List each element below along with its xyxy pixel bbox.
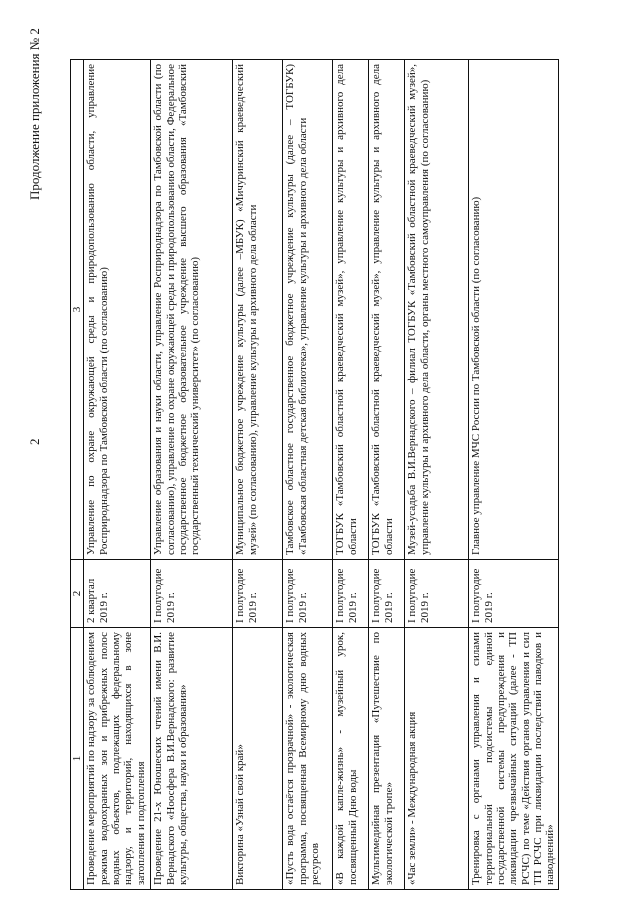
date-cell: I полугодие 2019 г. <box>233 560 283 628</box>
table-row <box>84 60 151 890</box>
date-cell: I полугодие 2019 г. <box>369 560 405 628</box>
table-row <box>233 60 283 890</box>
event-cell: «В каждой капле-жизнь» - музейный урок, посвященный Дню воды <box>333 628 369 890</box>
date-cell: 2 квартал 2019 г. <box>84 560 151 628</box>
column-number: 2 <box>71 560 84 628</box>
responsible-cell: Музей-усадьба В.И.Вернадского – филиал ТОГБУК «Тамбовский областной краеведческий музей», управление культуры и архивного дела области, органы местного самоуправления (по согласованию) <box>405 60 469 560</box>
responsible-cell: ТОГБУК «Тамбовский областной краеведческий музей», управление культуры и архивного дела области <box>369 60 405 560</box>
date-cell: I полугодие 2019 г. <box>469 560 558 628</box>
page-number: 2 <box>27 438 42 445</box>
date-cell: I полугодие 2019 г. <box>283 560 333 628</box>
event-cell: «Час земли» - Международная акция <box>405 628 469 890</box>
column-number: 1 <box>71 628 84 890</box>
table-row <box>405 60 469 890</box>
continuation-title: Продолжение приложения № 2 <box>27 28 42 200</box>
responsible-cell: Муниципальное бюджетное учреждение культуры (далее –МБУК) «Мичуринский краеведческий музей» (по согласованию), управление культуры и архивного дела области <box>233 60 283 560</box>
date-cell: I полугодие 2019 г. <box>151 560 233 628</box>
rotated-table-container <box>70 60 585 890</box>
event-cell: Мультимедийная презентация «Путешествие по экологической тропе» <box>369 628 405 890</box>
table-row <box>469 60 558 890</box>
table-row <box>151 60 233 890</box>
events-table <box>70 59 559 890</box>
responsible-cell: Главное управление МЧС России по Тамбовской области (по согласованию) <box>469 60 558 560</box>
event-cell: Проведение 21-х Юношеских чтений имени В.И. Вернадского «Ноосфера В.И.Вернадского: развитие культуры, общества, науки и образования» <box>151 628 233 890</box>
table-row <box>283 60 333 890</box>
event-cell: Проведение мероприятий по надзору за соблюдением режима водоохранных зон и прибрежных полос водных объектов, подлежащих федеральному надзору, и территорий, находящихся в зоне затопления и подтопления <box>84 628 151 890</box>
column-number: 3 <box>71 60 84 560</box>
responsible-cell: Управление по охране окружающей среды и природопользованию области, управление Росприроднадзора по Тамбовской области (по согласованию) <box>84 60 151 560</box>
column-number-row <box>71 60 84 890</box>
table-row <box>333 60 369 890</box>
date-cell: I полугодие 2019 г. <box>405 560 469 628</box>
event-cell: Тренировка с органами управления и силами территориальной подсистемы единой государственной системы предупреждения и ликвидации чрезвычайных ситуаций (далее - ТП РСЧС) по теме «Действия органов управления и сил ТП РСЧС при ликвидации последствий паводков и наводнений» <box>469 628 558 890</box>
event-cell: «Пусть вода остаётся прозрачной» - экологическая программа, посвященная Всемирному дню водных ресурсов <box>283 628 333 890</box>
event-cell: Викторина «Узнай свой край» <box>233 628 283 890</box>
table-row <box>369 60 405 890</box>
responsible-cell: Управление образования и науки области, управление Росприроднадзора по Тамбовской области (по согласованию), управление по охране окружающей среды и природопользованию области, Федеральное государственное бюджетное образовательное учреждение высшего образования «Тамбовский государственный технический университет» (по согласованию) <box>151 60 233 560</box>
responsible-cell: ТОГБУК «Тамбовский областной краеведческий музей», управление культуры и архивного дела области <box>333 60 369 560</box>
responsible-cell: Тамбовское областное государственное бюджетное учреждение культуры (далее – ТОГБУК) «Тамбовская областная детская библиотека», управление культуры и архивного дела области <box>283 60 333 560</box>
date-cell: I полугодие 2019 г. <box>333 560 369 628</box>
